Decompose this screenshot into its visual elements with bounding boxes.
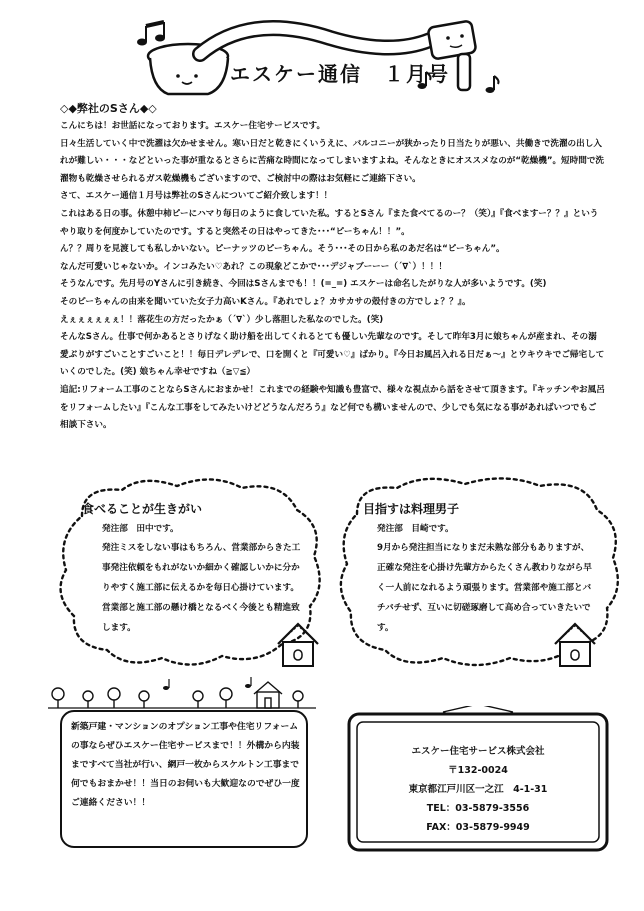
bubble-author: 発注部 目崎です。 bbox=[377, 524, 454, 534]
article-paragraph: なんだ可愛いじゃないか。インコみたい♡あれ？この現象どこかで･･･デジャブーーー（´∇`）！！！ bbox=[60, 261, 447, 272]
article-paragraph: こんにちは！お世話になっております。エスケー住宅サービスです。 bbox=[60, 121, 326, 131]
newsletter-title: エスケー通信 １月号 bbox=[230, 62, 450, 86]
company-signboard bbox=[343, 706, 613, 854]
decorative-trees-row bbox=[48, 676, 316, 710]
promo-text: 新築戸建・マンションのオプション工事や住宅リフォームの事ならぜひエスケー住宅サービスまで！！外構から内装まですべて当社が行い、網戸一枚からスケルトン工事まで何でもおまかせ！！当日のお伺いも大歓迎なのでぜひ一度ご連絡ください！！ bbox=[71, 722, 300, 808]
article-paragraph: えぇぇぇぇぇぇ！！落花生の方だったかぁ（´∇`）少し落胆した私なのでした。(笑) bbox=[60, 314, 384, 325]
music-note-icon bbox=[163, 677, 251, 690]
staff-bubble-mezaki bbox=[335, 476, 625, 676]
bubble-body: 9月から発注担当になりまだ未熟な部分もありますが、正確な発注を心掛け先輩方からたくさん教わりながら早く一人前になれるよう頑張ります。営業部や施工部とバチバチせず、互いに切磋琢磨して高め合っていきたいです。 bbox=[377, 543, 592, 633]
bubble-title: 食べることが生きがい bbox=[82, 502, 203, 516]
bubble-author: 発注部 田中です。 bbox=[102, 524, 179, 534]
house-icon bbox=[274, 620, 322, 670]
house-icon bbox=[551, 620, 599, 670]
article-paragraph: 追記:リフォーム工事のことならSさんにおまかせ！これまでの経験や知識も豊富で、様々な視点から話をさせて頂きます。『キッチンやお風呂をリフォームしたい』『こんな工事をしてみたいけどどうなんだろう』など何でも構いませんので、少しでも気になる事があればいつでもご相談下さい。 bbox=[60, 384, 605, 431]
article-paragraph: 日々生活していく中で洗濯は欠かせません。寒い日だと乾きにくいうえに、バルコニーが狭かったり日当たりが悪い、共働きで洗濯の出し入れが難しい・・・などといった事が重なるとさらに苦痛な時間になってしまいますよね。そんなときにオススメなのが“乾燥機”。短時間で洗濯物も乾燥させられるガス乾燥機もございますので、ご検討中の際はお気軽にご連絡下さい。 bbox=[60, 138, 605, 184]
staff-bubble-tanaka bbox=[52, 476, 327, 676]
bubble-title: 目指すは料理男子 bbox=[363, 502, 460, 516]
article-paragraph: これはある日の事。休憩中柿ピーにハマり毎日のように食していた私。するとSさん『また食べてるのー？（笑）』『食べますー？？』というやり取りを何度かしていたのです。すると突然その日はやってきた･･･“ピーちゃん！！”。 bbox=[60, 208, 599, 237]
company-tel: TEL：03-5879-3556 bbox=[426, 803, 530, 814]
music-note-icon bbox=[137, 22, 165, 46]
article-paragraph: ん？？周りを見渡しても私しかいない。ピーナッツのピーちゃん。そう･･･その日から私のあだ名は“ピーちゃん”。 bbox=[60, 244, 505, 255]
promo-box bbox=[60, 710, 308, 848]
article-body bbox=[60, 118, 605, 435]
section-heading: ◇◆弊社のSさん◆◇ bbox=[60, 102, 157, 115]
article-paragraph: そうなんです。先月号のYさんに引き続き、今回はSさんまでも！！(=_=) エスケーは命名したがりな人が多いようです。(笑) bbox=[60, 279, 547, 290]
bubble-body: 発注ミスをしない事はもちろん、営業部からきた工事発注依頼をもれがないか細かく確認しいかに分かりやすく施工部に伝えるかを毎日心掛けています。営業部と施工部の懸け橋となるべく今後とも精進致します。 bbox=[102, 543, 301, 633]
company-address: 東京都江戸川区一之江 4-1-31 bbox=[408, 784, 548, 795]
house-icon bbox=[254, 682, 282, 708]
article-paragraph: さて、エスケー通信１月号は弊社のSさんについてご紹介致します！！ bbox=[60, 191, 333, 202]
company-name: エスケー住宅サービス株式会社 bbox=[411, 746, 545, 757]
company-info bbox=[343, 742, 613, 837]
company-fax: FAX：03-5879-9949 bbox=[426, 822, 530, 833]
article-paragraph: そのピーちゃんの由来を聞いていた女子力高いKさん。『あれでしょ？カサカサの殻付きの方でしょ？？』。 bbox=[60, 296, 471, 307]
article-paragraph: そんなSさん。仕事で何かあるとさりげなく助け船を出してくれるとても優しい先輩なのです。そして昨年3月に娘ちゃんが産まれ、その溺愛ぶりがすごいことすごいこと！！毎日デレデレで、口を開くと『可愛い♡』ばかり。『今日お風呂入れる日だぁ～』とウキウキでご帰宅していくのでした。(笑) 娘ちゃん幸せですね（≧▽≦） bbox=[60, 332, 605, 378]
company-postal: 〒132-0024 bbox=[448, 765, 508, 776]
